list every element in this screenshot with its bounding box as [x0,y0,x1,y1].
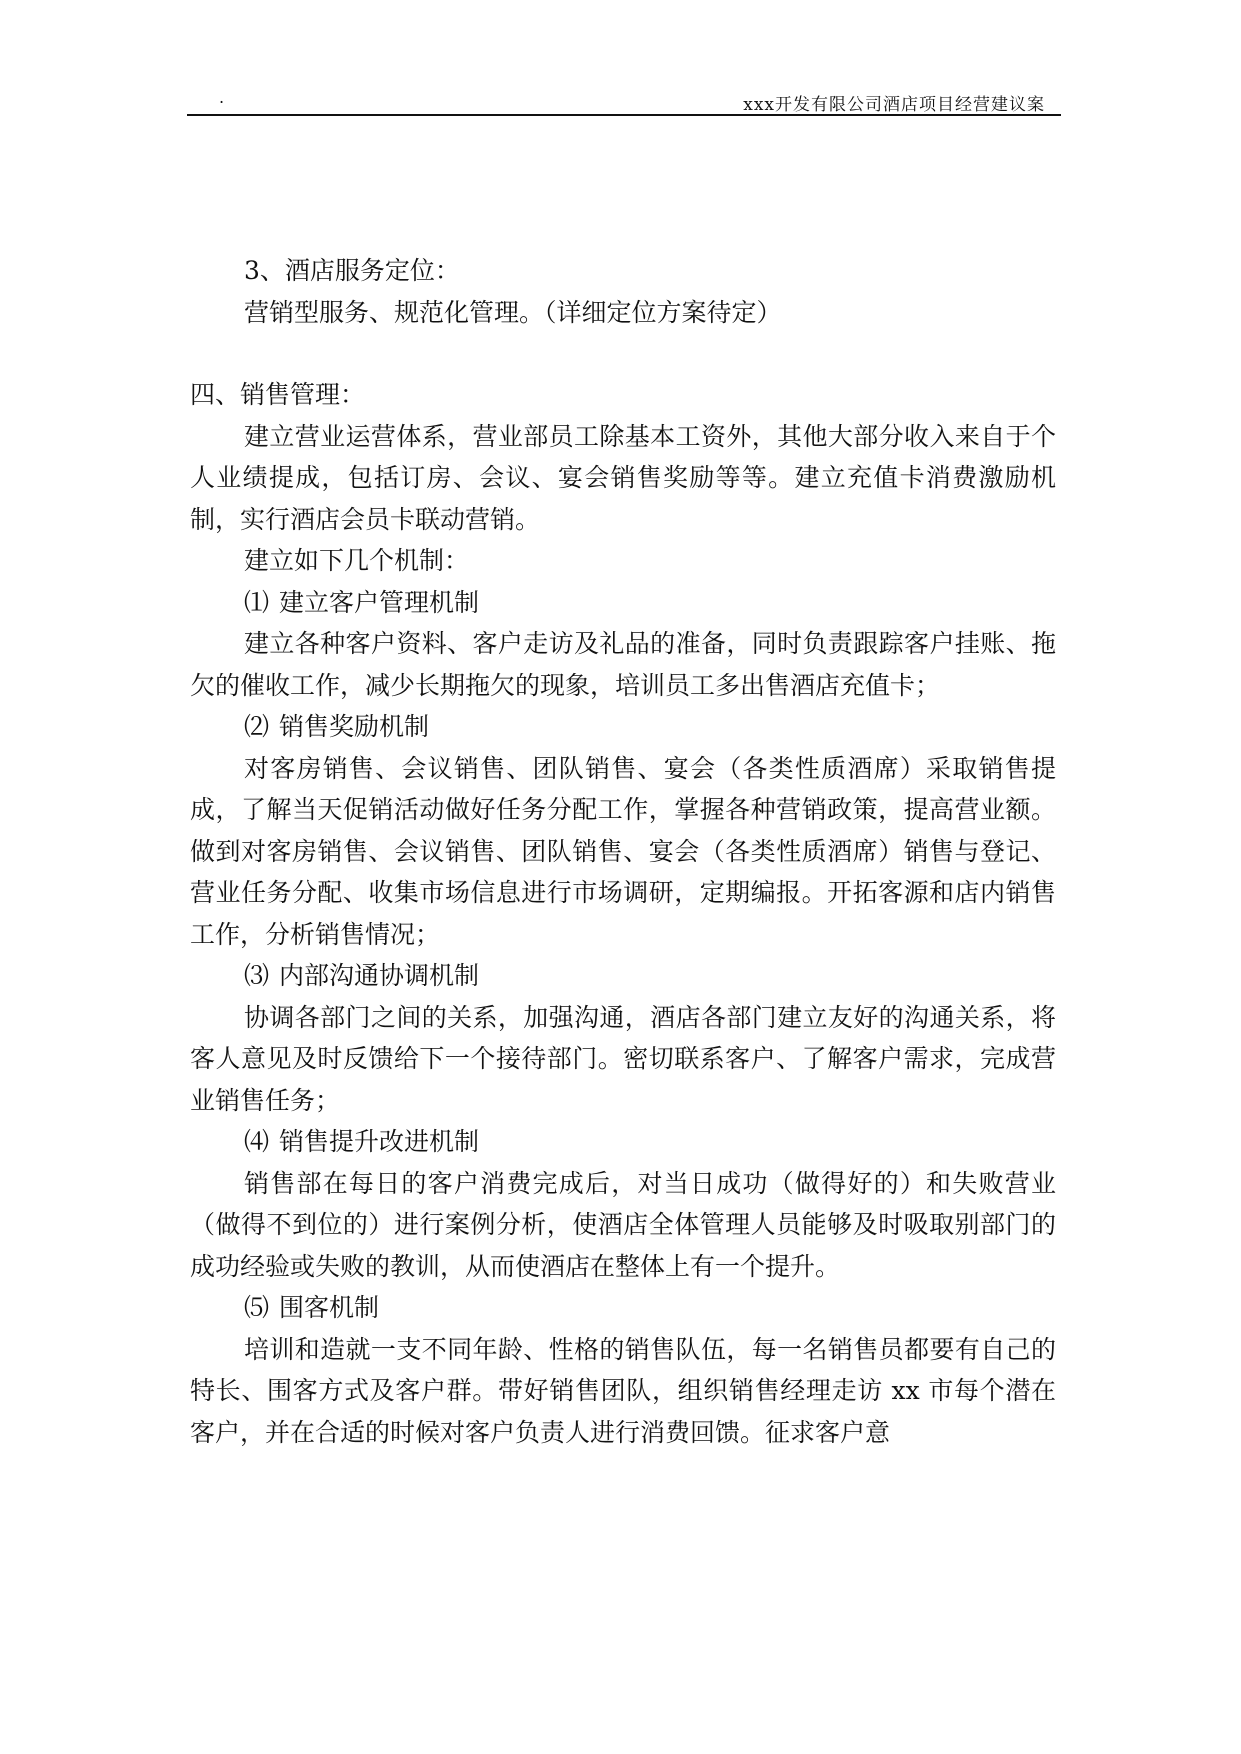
mechanism-2-number: ⑵ [244,712,270,741]
mechanism-5-title: 围客机制 [279,1293,380,1322]
mechanism-3-number: ⑶ [244,961,270,990]
mechanism-3-heading [190,955,1056,997]
mechanism-1-body: 建立各种客户资料、客户走访及礼品的准备，同时负责跟踪客户挂账、拖欠的催收工作，减少长期拖欠的现象，培训员工多出售酒店充值卡； [190,629,1056,700]
mechanism-3-body: 协调各部门之间的关系，加强沟通，酒店各部门建立友好的沟通关系，将客人意见及时反馈给下一个接待部门。密切联系客户、了解客户需求，完成营业销售任务； [190,1002,1056,1115]
mechanism-4-body: 销售部在每日的客户消费完成后，对当日成功（做得好的）和失败营业（做得不到位的）进行案例分析，使酒店全体管理人员能够及时吸取别部门的成功经验或失败的教训，从而使酒店在整体上有一个提升。 [190,1168,1056,1281]
mechanism-2-heading [190,706,1056,748]
mechanism-1-title: 建立客户管理机制 [279,587,480,617]
mechanisms-intro: 建立如下几个机制： [244,546,470,575]
mechanism-4-heading [190,1121,1056,1163]
header-rule [187,114,1061,116]
mechanism-4-number: ⑷ [244,1127,270,1156]
document-body [190,250,1056,1453]
mechanism-3-title: 内部沟通协调机制 [279,961,480,990]
mechanism-1-heading [190,582,1056,624]
header-title: xxx开发有限公司酒店项目经营建议案 [743,95,1045,115]
sales-intro-paragraph: 建立营业运营体系，营业部员工除基本工资外，其他大部分收入来自于个人业绩提成，包括订房、会议、宴会销售奖励等等。建立充值卡消费激励机制，实行酒店会员卡联动营销。 [190,421,1056,534]
service-body: 营销型服务、规范化管理。（详细定位方案待定） [244,297,782,327]
mechanism-5-body: 培训和造就一支不同年龄、性格的销售队伍，每一名销售员都要有自己的特长、围客方式及客户群。带好销售团队，组织销售经理走访 xx 市每个潜在客户，并在合适的时候对客户负责人进行消费回馈。征求客户意 [190,1334,1056,1447]
page-header [187,84,1061,116]
mechanism-4-title: 销售提升改进机制 [279,1127,480,1156]
mechanism-5-heading [190,1287,1056,1329]
mechanism-2-body: 对客房销售、会议销售、团队销售、宴会（各类性质酒席）采取销售提成，了解当天促销活动做好任务分配工作，掌握各种营销政策，提高营业额。做到对客房销售、会议销售、团队销售、宴会（各类性质酒席）销售与登记、营业任务分配、收集市场信息进行市场调研，定期编报。开拓客源和店内销售工作，分析销售情况； [190,753,1056,949]
mechanism-1-number: ⑴ [244,587,270,617]
sales-heading: 四、销售管理： [190,380,366,409]
mechanism-5-number: ⑸ [244,1293,270,1322]
header-dot: . [219,88,225,107]
mechanism-2-title: 销售奖励机制 [279,712,430,741]
service-heading: 3、酒店服务定位： [244,256,460,285]
